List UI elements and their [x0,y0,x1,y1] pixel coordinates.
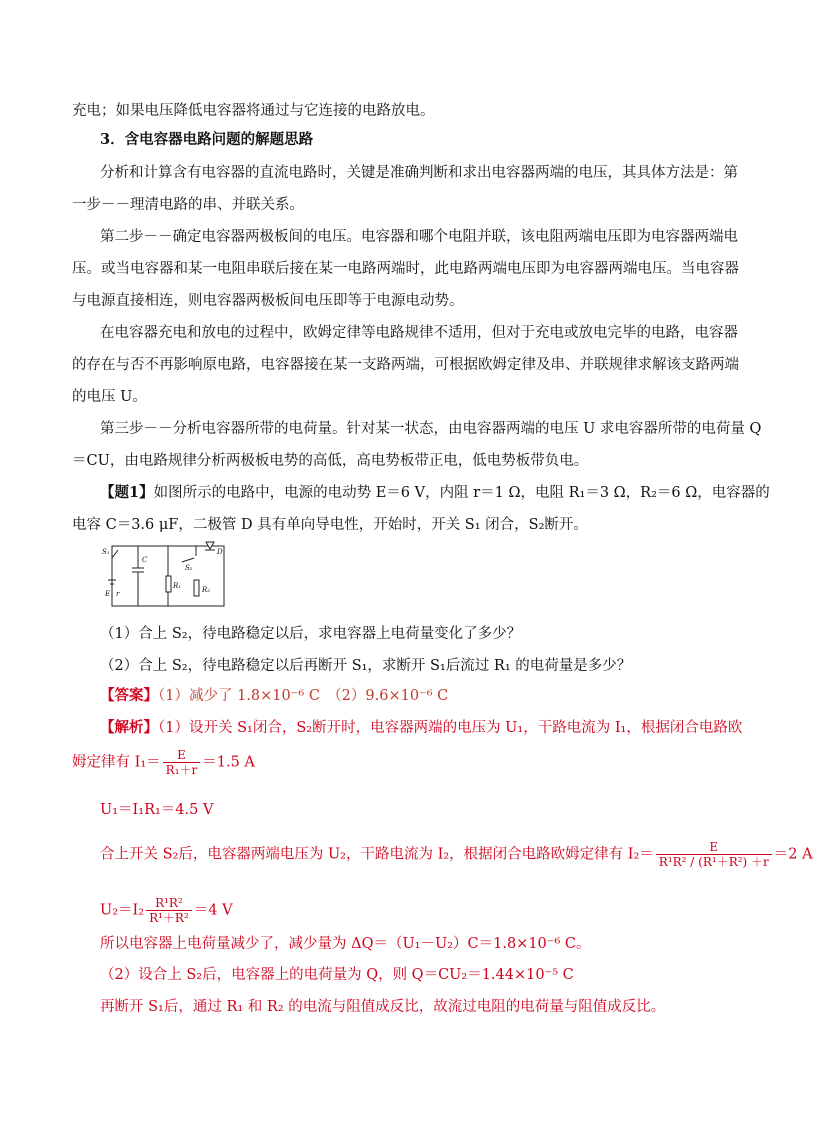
frac-den: R₁＋r [165,763,198,777]
explain-text: （1）设开关 S₁闭合，S₂断开时，电容器两端的电压为 U₁，干路电流为 I₁，根据闭合电路欧 [158,720,743,736]
problem-line: 电容 C＝3.6 μF，二极管 D 具有单向导电性，开始时，开关 S₁ 闭合，S₂断开。 [72,517,588,533]
para-line: 在电容器充电和放电的过程中，欧姆定律等电路规律不适用，但对于充电或放电完毕的电路，电容器 [100,325,738,341]
fraction [163,748,201,777]
problem-text: 如图所示的电路中，电源的电动势 E＝6 V，内阻 r＝1 Ω，电阻 R₁＝3 Ω，R₂＝6 Ω，电容器的 [153,485,770,501]
explain-line: 再断开 S₁后，通过 R₁ 和 R₂ 的电流与阻值成反比，故流过电阻的电荷量与阻值成反比。 [100,999,666,1015]
explain-line: 所以电容器上电荷量减少了，减少量为 ΔQ＝（U₁－U₂）C＝1.8×10⁻⁶ C。 [100,936,591,952]
answer-text: （1）减少了 1.8×10⁻⁶ C （2）9.6×10⁻⁶ C [158,688,449,704]
question-2: （2）合上 S₂，待电路稳定以后再断开 S₁，求断开 S₁后流过 R₁ 的电荷量是多少？ [100,658,632,674]
eq-prefix: 姆定律有 I₁＝ [72,754,161,771]
section-heading: 3．含电容器电路问题的解题思路 [100,131,314,148]
explain-line [100,840,813,869]
problem-tag: 【题1】 [100,484,154,501]
answer-tag: 【答案】 [100,687,158,704]
frac-num: R¹R² [146,896,192,911]
eq-suffix: ＝4 V [193,902,233,919]
para-line: 的存在与否不再影响原电路，电容器接在某一支路两端，可根据欧姆定律及串、并联规律求解该支路两端 [72,357,739,373]
frac-den: R¹R² / (R¹＋R²) ＋r [658,855,769,869]
para-line: 分析和计算含有电容器的直流电路时，关键是准确判断和求出电容器两端的电压，其具体方法是：第 [100,165,738,181]
para-line: 一步－－理清电路的串、并联关系。 [72,197,304,213]
para-line: 压。或当电容器和某一电阻串联后接在某一电路两端时，此电路两端电压即为电容器两端电压。当电容器 [72,261,739,277]
eq-suffix: ＝2 A [773,846,813,863]
eq-prefix: U₂＝I₂ [100,902,145,919]
explain-line [72,748,255,777]
para-line: 充电；如果电压降低电容器将通过与它连接的电路放电。 [72,103,435,119]
circuit-diagram [102,540,232,612]
label-s1: S₁ [102,548,110,556]
question-1: （1）合上 S₂，待电路稳定以后，求电容器上电荷量变化了多少？ [100,626,522,642]
eq-prefix: 合上开关 S₂后，电容器两端电压为 U₂，干路电流为 I₂，根据闭合电路欧姆定律有 I₂＝ [100,846,654,863]
label-r: r [116,590,120,598]
frac-den: R¹＋R² [149,911,189,925]
para-line: 第三步－－分析电容器所带的电荷量。针对某一状态，由电容器两端的电压 U 求电容器所带的电荷量 Q [100,421,762,437]
answer-line [100,686,448,706]
label-r2: R₂ [202,586,211,594]
explain-line [100,896,233,925]
problem-line [100,483,770,503]
label-c: C [142,556,148,564]
para-line: 的电压 U。 [72,389,147,405]
frac-num: E [163,748,201,763]
eq-suffix: ＝1.5 A [202,754,255,771]
label-d: D [217,548,223,556]
fraction [146,896,192,925]
label-e: E [105,590,111,598]
explain-line [100,718,742,738]
para-line: ＝CU，由电路规律分析两极板电势的高低，高电势板带正电，低电势板带负电。 [72,453,589,469]
label-s2: S₂ [185,564,193,572]
explain-tag: 【解析】 [100,719,158,736]
explain-line: （2）设合上 S₂后，电容器上的电荷量为 Q，则 Q＝CU₂＝1.44×10⁻⁵ C [100,967,574,983]
para-line: 第二步－－确定电容器两极板间的电压。电容器和哪个电阻并联，该电阻两端电压即为电容器两端电 [100,229,738,245]
explain-line: U₁＝I₁R₁＝4.5 V [100,802,214,818]
para-line: 与电源直接相连，则电容器两极板间电压即等于电源电动势。 [72,293,464,309]
label-r1: R₁ [173,582,182,590]
frac-num: E [656,840,772,855]
fraction [656,840,772,869]
